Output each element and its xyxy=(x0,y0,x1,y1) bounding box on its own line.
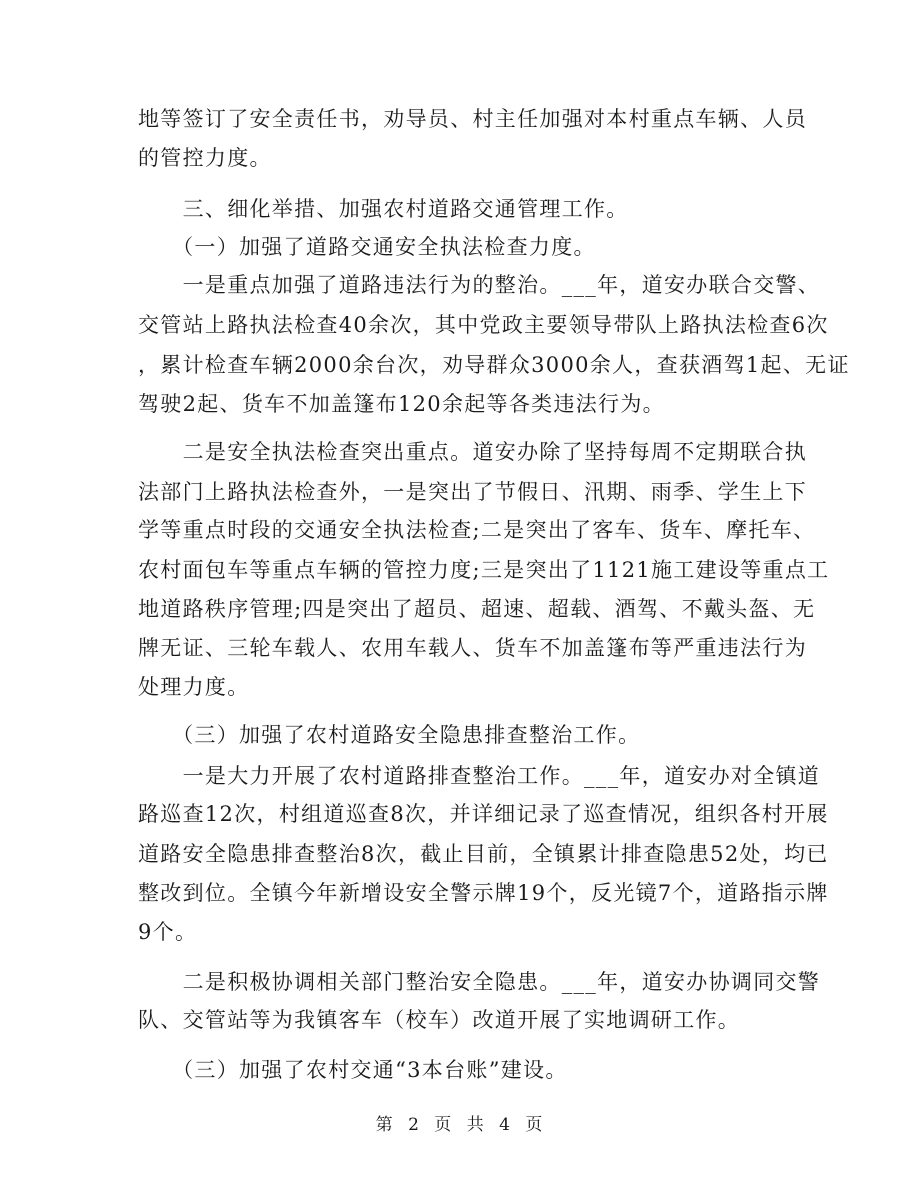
text-line: 法部门上路执法检查外，一是突出了节假日、汛期、雨季、学生上下 xyxy=(138,480,807,504)
text-line: 农村面包车等重点车辆的管控力度;三是突出了1121施工建设等重点工 xyxy=(138,558,830,582)
text-line: 地等签订了安全责任书，劝导员、村主任加强对本村重点车辆、人员 xyxy=(138,107,807,131)
text-line: （三）加强了农村道路安全隐患排查整治工作。 xyxy=(138,723,641,747)
text-line: 地道路秩序管理;四是突出了超员、超速、超载、酒驾、不戴头盔、无 xyxy=(138,597,816,621)
text-line: 的管控力度。 xyxy=(138,146,272,170)
text-line: 一是大力开展了农村道路排查整治工作。___年，道安办对全镇道 xyxy=(138,764,821,788)
text-line: 一是重点加强了道路违法行为的整治。___年，道安办联合交警、 xyxy=(138,273,821,297)
text-line: 9个。 xyxy=(138,920,198,944)
text-line: 二是积极协调相关部门整治安全隐患。___年，道安办协调同交警 xyxy=(138,970,821,994)
text-line: 二是安全执法检查突出重点。道安办除了坚持每周不定期联合执 xyxy=(138,440,807,464)
text-line: 处理力度。 xyxy=(138,675,250,699)
text-line: 交管站上路执法检查40余次，其中党政主要领导带队上路执法检查6次 xyxy=(138,313,829,337)
text-line: 队、交管站等为我镇客车（校车）改道开展了实地调研工作。 xyxy=(138,1008,741,1032)
page-footer: 第 2 页 共 4 页 xyxy=(375,1115,545,1135)
text-line: 学等重点时段的交通安全执法检查;二是突出了客车、货车、摩托车、 xyxy=(138,518,816,542)
text-line: ，累计检查车辆2000余台次，劝导群众3000余人，查获酒驾1起、无证 xyxy=(138,353,850,377)
text-line: 整改到位。全镇今年新增设安全警示牌19个，反光镜7个，道路指示牌 xyxy=(138,881,829,905)
text-line: （一）加强了道路交通安全执法检查力度。 xyxy=(138,235,596,259)
text-line: 驾驶2起、货车不加盖篷布120余起等各类违法行为。 xyxy=(138,392,665,416)
text-line: 道路安全隐患排查整治8次，截止目前，全镇累计排查隐患52处，均已 xyxy=(138,842,829,866)
text-line: 三、细化举措、加强农村道路交通管理工作。 xyxy=(138,197,629,221)
text-line: 牌无证、三轮车载人、农用车载人、货车不加盖篷布等严重违法行为 xyxy=(138,636,807,660)
text-line: 路巡查12次，村组道巡查8次，并详细记录了巡查情况，组织各村开展 xyxy=(138,802,829,826)
text-line: （三）加强了农村交通“3本台账”建设。 xyxy=(138,1058,568,1082)
